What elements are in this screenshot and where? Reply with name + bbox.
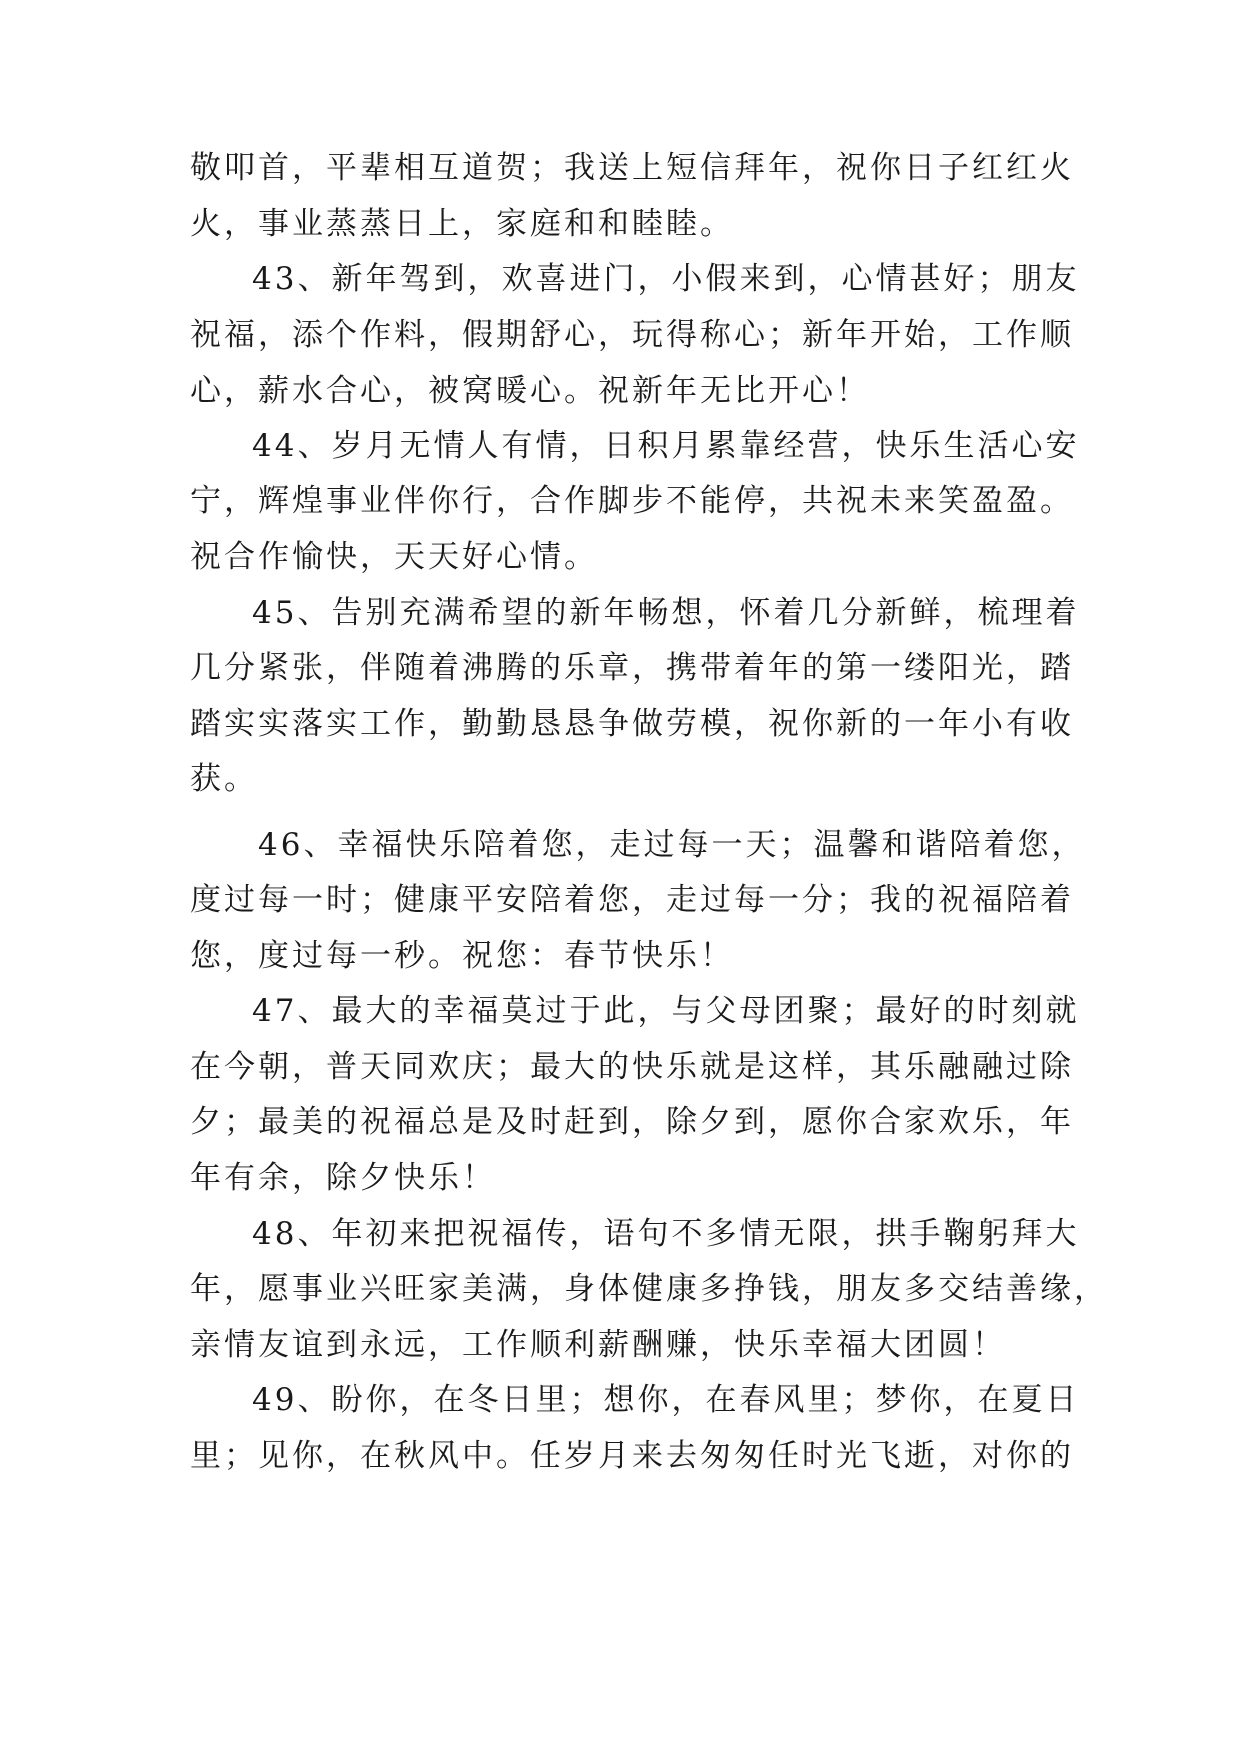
text-line: 获。 bbox=[190, 761, 258, 797]
text-line: 祝合作愉快，天天好心情。 bbox=[190, 539, 598, 575]
text-line: 祝福，添个作料，假期舒心，玩得称心；新年开始，工作顺 bbox=[190, 317, 1074, 353]
text-line: 敬叩首，平辈相互道贺；我送上短信拜年，祝你日子红红火 bbox=[190, 150, 1074, 186]
text-line: 在今朝，普天同欢庆；最大的快乐就是这样，其乐融融过除 bbox=[190, 1049, 1074, 1085]
text-line: 年有余，除夕快乐！ bbox=[190, 1160, 496, 1196]
text-line: 您，度过每一秒。祝您：春节快乐！ bbox=[190, 938, 734, 974]
paragraph-47-line: 47、最大的幸福莫过于此，与父母团聚；最好的时刻就 bbox=[252, 993, 1080, 1029]
text-line: 里；见你，在秋风中。任岁月来去匆匆任时光飞逝，对你的 bbox=[190, 1438, 1074, 1474]
text-line: 几分紧张，伴随着沸腾的乐章，携带着年的第一缕阳光，踏 bbox=[190, 650, 1074, 686]
paragraph-43-line: 43、新年驾到，欢喜进门，小假来到，心情甚好；朋友 bbox=[252, 261, 1080, 297]
text-line: 年，愿事业兴旺家美满，身体健康多挣钱，朋友多交结善缘， bbox=[190, 1271, 1108, 1307]
text-line: 踏实实落实工作，勤勤恳恳争做劳模，祝你新的一年小有收 bbox=[190, 706, 1074, 742]
text-line: 亲情友谊到永远，工作顺利薪酬赚，快乐幸福大团圆！ bbox=[190, 1327, 1006, 1363]
paragraph-46-line: 46、幸福快乐陪着您，走过每一天；温馨和谐陪着您， bbox=[258, 827, 1086, 863]
paragraph-44-line: 44、岁月无情人有情，日积月累靠经营，快乐生活心安 bbox=[252, 428, 1080, 464]
text-line: 火，事业蒸蒸日上，家庭和和睦睦。 bbox=[190, 206, 734, 242]
text-line: 心，薪水合心，被窝暖心。祝新年无比开心！ bbox=[190, 373, 870, 409]
text-line: 宁，辉煌事业伴你行，合作脚步不能停，共祝未来笑盈盈。 bbox=[190, 483, 1074, 519]
text-line: 夕；最美的祝福总是及时赶到，除夕到，愿你合家欢乐，年 bbox=[190, 1104, 1074, 1140]
paragraph-49-line: 49、盼你，在冬日里；想你，在春风里；梦你，在夏日 bbox=[252, 1382, 1080, 1418]
paragraph-45-line: 45、告别充满希望的新年畅想，怀着几分新鲜，梳理着 bbox=[252, 595, 1080, 631]
paragraph-48-line: 48、年初来把祝福传，语句不多情无限，拱手鞠躬拜大 bbox=[252, 1216, 1080, 1252]
text-line: 度过每一时；健康平安陪着您，走过每一分；我的祝福陪着 bbox=[190, 882, 1074, 918]
